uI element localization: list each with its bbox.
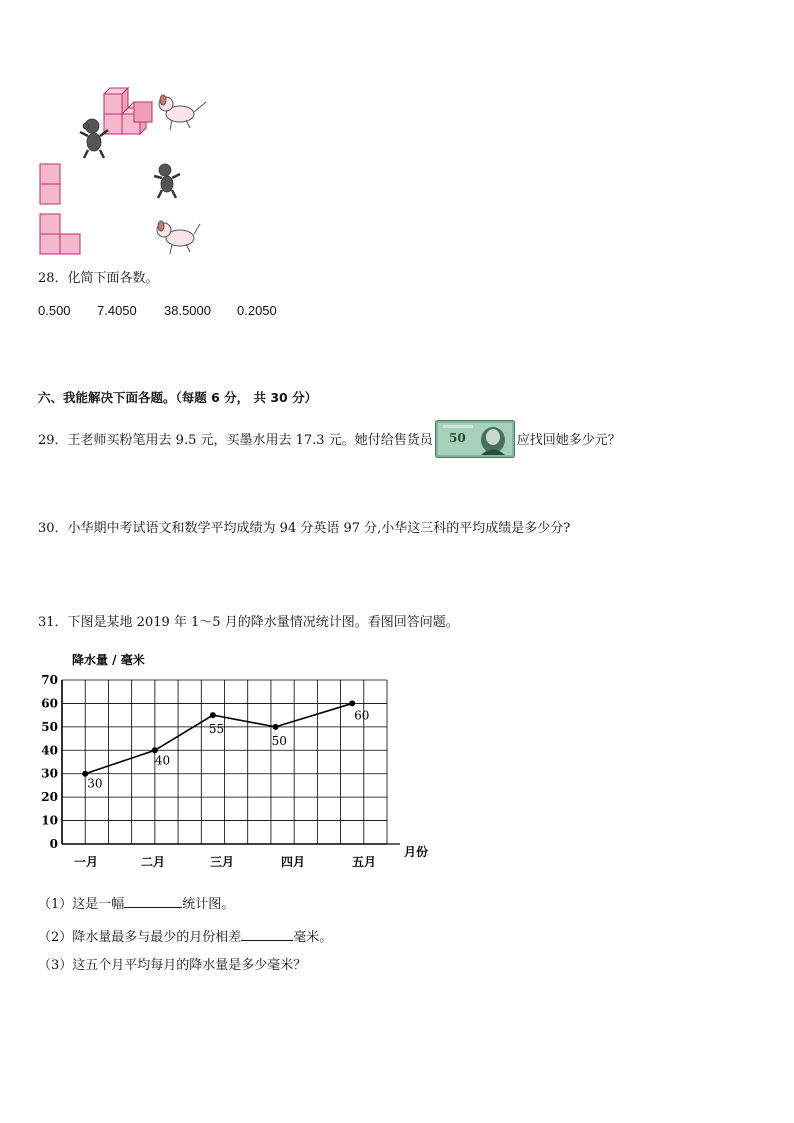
x-tick-labels [74,855,376,869]
data-points [82,700,355,776]
banknote-image [435,420,515,458]
q31-sub1-blank[interactable] [124,895,182,908]
q28-number-4: 0.2050 [237,303,277,318]
x-axis-label: 月份 [404,845,429,859]
banknote-value: 50 [448,431,466,445]
q31-sub2 [38,928,332,946]
q29-text-after: 应找回她多少元？ [516,433,621,448]
q31-text: 31．下图是某地 2019 年 1～5 月的降水量情况统计图。看图回答问题。 [38,615,459,630]
q29 [38,422,621,460]
q28-number-3: 38.5000 [164,303,211,318]
y-tick-7: 70 [41,673,58,687]
data-label-3: 50 [271,733,287,748]
view-side [40,214,80,254]
y-axis-label: 降水量 / 毫米 [72,653,145,667]
y-tick-6: 60 [41,696,58,711]
cube-views-figure [30,78,230,260]
x-tick-4: 五月 [352,855,377,869]
q29-text-before: 29．王老师买粉笔用去 9.5 元，买墨水用去 17.3 元。她付给售货员 [38,433,433,448]
q31-sub1 [38,895,234,913]
monkey-icon-2 [154,164,180,198]
x-tick-0: 一月 [74,855,99,869]
y-tick-4: 40 [41,743,58,758]
x-tick-3: 四月 [281,855,306,869]
rainfall-line-chart [40,648,440,876]
y-tick-0: 0 [49,837,58,851]
q28-number-2: 7.4050 [97,303,137,318]
view-front [40,164,60,204]
series-polyline [85,703,352,773]
x-tick-1: 二月 [141,855,166,869]
q30-text: 30．小华期中考试语文和数学平均成绩为 94 分英语 97 分,小华这三科的平均成绩是多少分? [38,521,571,536]
data-point-3 [273,724,279,730]
y-tick-labels [41,673,58,851]
y-tick-1: 10 [41,813,58,828]
data-label-2: 55 [208,722,225,737]
cube-stack-3d [104,88,152,134]
data-labels [87,708,369,790]
q28-number-1: 0.500 [38,303,71,318]
q28-title: 28．化简下面各数。 [38,271,159,286]
q31-sub3: （3）这五个月平均每月的降水量是多少毫米？ [38,958,307,973]
section-6-heading: 六、我能解决下面各题。（每题 6 分， 共 30 分） [38,390,318,405]
data-point-2 [210,712,216,718]
data-label-0: 30 [87,776,103,791]
y-tick-2: 20 [41,790,58,805]
q31-sub2-blank[interactable] [241,928,293,941]
q31-sub2-before: （2）降水量最多与最少的月份相差 [38,930,242,945]
data-point-4 [349,700,355,706]
q31-sub1-before: （1）这是一幅 [38,897,125,912]
series-line [85,703,352,773]
x-tick-2: 三月 [210,855,235,869]
dog-icon-2 [157,221,200,254]
q31-sub1-after: 统计图。 [182,897,235,912]
y-tick-3: 30 [41,766,58,781]
data-label-4: 60 [354,708,370,723]
y-tick-5: 50 [41,719,58,734]
dog-icon [159,95,206,130]
q31-sub2-after: 毫米。 [293,930,333,945]
data-label-1: 40 [154,753,171,768]
